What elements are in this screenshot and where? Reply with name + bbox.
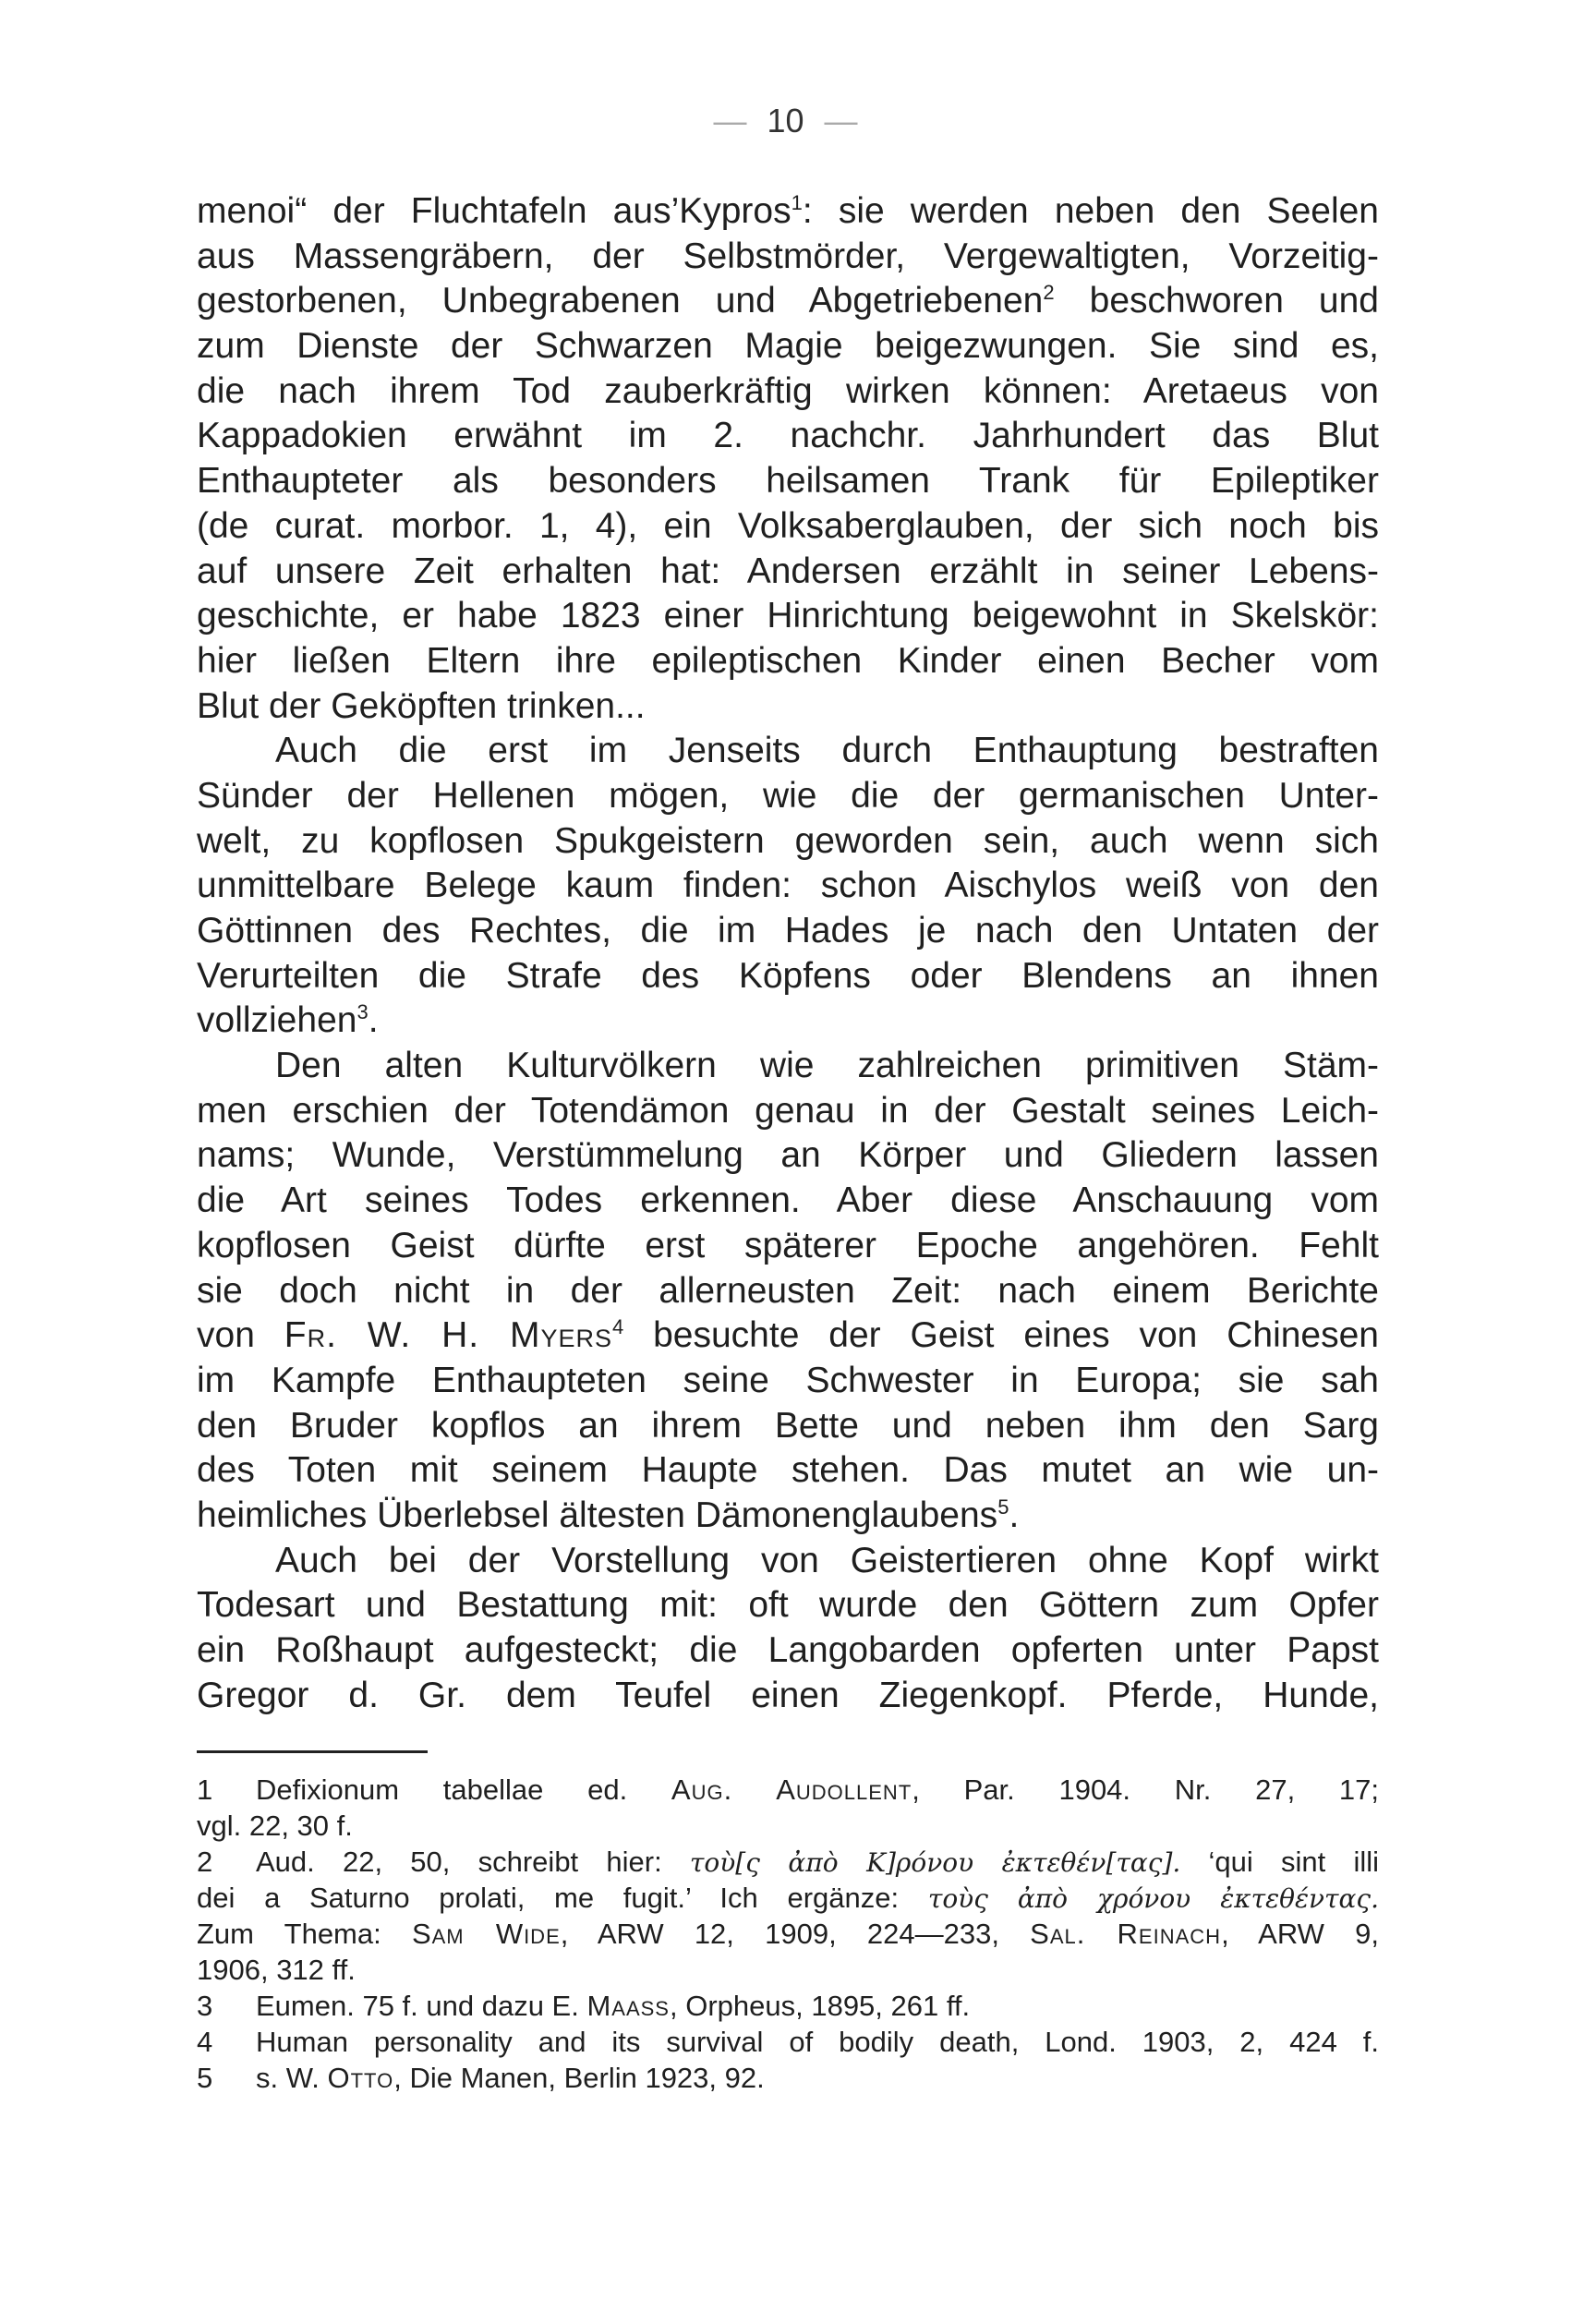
footnote-line: [197, 2060, 1379, 2096]
text-line: [197, 1313, 1379, 1359]
footnote-ref: 3: [356, 1000, 369, 1024]
text-line: [197, 279, 1379, 324]
footnote-author: Maass: [586, 1990, 670, 2022]
text-line: Den alten Kulturvölkern wie zahlreichen primitiven Stäm-: [275, 1046, 1379, 1086]
greek-quote: τοὺ[ς ἀπὸ Κ]ρόνου ἐκτεθέν[τας].: [689, 1847, 1181, 1878]
text-line: Göttinnen des Rechtes, die im Hades je nach den Untaten der: [197, 911, 1379, 950]
footnote-line: [197, 1952, 1379, 1988]
footnote-number: 3: [197, 1990, 213, 2022]
text-span: heimliches Überlebsel ältesten Dämonenglaubens: [197, 1495, 998, 1535]
text-span: gestorbenen, Unbegrabenen und Abgetriebenen: [197, 281, 1044, 321]
footnote-line: [197, 1808, 1379, 1844]
footnote-line: [197, 1844, 1379, 1880]
text-line: nams; Wunde, Verstümmelung an Körper und Gliedern lassen: [197, 1135, 1379, 1176]
text-line: geschichte, er habe 1823 einer Hinrichtung beigewohnt in Skelskör:: [197, 596, 1379, 636]
footnote-text: Zum Thema:: [197, 1918, 412, 1950]
footnote-text: Eumen. 75 f. und dazu E.: [256, 1990, 587, 2022]
page-number-dash-left: —: [713, 102, 747, 139]
footnote-author: Sam Wide: [411, 1918, 561, 1950]
text-line: im Kampfe Enthaupteten seine Schwester in Europa; sie sah: [197, 1360, 1379, 1400]
footnote-author: Otto: [327, 2062, 394, 2094]
footnote-text: , ARW 12, 1909, 224—233,: [560, 1918, 1031, 1950]
text-line: [197, 999, 1379, 1044]
footnote-text: ‘qui sint illi: [1180, 1846, 1380, 1878]
text-line: Enthaupteter als besonders heilsamen Trank für Epileptiker: [197, 461, 1379, 502]
footnote-text: Human personality and its survival of bodily death, Lond. 1903, 2, 424 f.: [256, 2026, 1379, 2058]
footnote-text: vgl. 22, 30 f.: [197, 1810, 353, 1842]
text-line: men erschien der Totendämon genau in der Gestalt seines Leich-: [197, 1090, 1379, 1131]
footnote-ref: 5: [997, 1495, 1009, 1519]
footnote-author: Aug. Audollent: [671, 1773, 912, 1806]
text-line: hier ließen Eltern ihre epileptischen Kinder einen Becher vom: [197, 640, 1379, 681]
greek-quote: τοὺς ἀπὸ χρόνου ἐκτεθέντας.: [927, 1883, 1379, 1914]
text-line: welt, zu kopflosen Spukgeistern geworden sein, auch wenn sich: [197, 820, 1379, 861]
text-line: Blut der Geköpften trinken...: [197, 685, 646, 726]
text-line: kopflosen Geist dürfte erst späterer Epoche angehören. Fehlt: [197, 1225, 1379, 1265]
text-line: Verurteilten die Strafe des Köpfens oder Blendens an ihnen: [197, 955, 1379, 996]
author-name: Fr. W. H. Myers: [284, 1315, 612, 1356]
text-line: den Bruder kopflos an ihrem Bette und neben ihm den Sarg: [197, 1405, 1379, 1446]
text-line: zum Dienste der Schwarzen Magie beigezwungen. Sie sind es,: [197, 326, 1379, 367]
text-line: die Art seines Todes erkennen. Aber diese Anschauung vom: [197, 1180, 1379, 1221]
text-line: Todesart und Bestattung mit: oft wurde den Göttern zum Opfer: [197, 1585, 1379, 1626]
page-number: [0, 102, 1571, 140]
footnote-line: [197, 1772, 1379, 1808]
footnote-text: , Die Manen, Berlin 1923, 92.: [393, 2062, 765, 2094]
footnote-author: Sal. Reinach: [1030, 1918, 1222, 1950]
text-line: (de curat. morbor. 1, 4), ein Volksaberglauben, der sich noch bis: [197, 505, 1379, 546]
footnotes: [197, 1772, 1379, 2096]
text-span: beschworen und: [1054, 281, 1379, 321]
text-span: .: [1009, 1495, 1020, 1535]
text-span: besuchte der Geist eines von Chinesen: [623, 1315, 1379, 1356]
text-line: Auch die erst im Jenseits durch Enthauptung bestraften: [275, 731, 1379, 771]
page-number-value: 10: [767, 102, 804, 139]
footnote-number: 2: [197, 1846, 213, 1878]
text-line: Kappadokien erwähnt im 2. nachchr. Jahrhundert das Blut: [197, 416, 1379, 456]
footnote-text: Aud. 22, 50, schreibt hier:: [256, 1846, 690, 1878]
footnote-line: [197, 1880, 1379, 1916]
text-line: unmittelbare Belege kaum finden: schon Aischylos weiß von den: [197, 865, 1379, 906]
text-span: : sie werden neben den Seelen: [802, 191, 1379, 231]
text-line: des Toten mit seinem Haupte stehen. Das mutet an wie un-: [197, 1450, 1379, 1491]
footnote-number: 1: [197, 1773, 213, 1806]
footnote-number: 5: [197, 2062, 213, 2094]
footnote-line: [197, 1916, 1379, 1952]
text-span: von: [197, 1315, 284, 1356]
footnote-rule: [197, 1750, 428, 1753]
footnote-text: Defixionum tabellae ed.: [256, 1773, 671, 1806]
text-line: [197, 189, 1379, 235]
footnote-line: [197, 1988, 1379, 2024]
text-line: sie doch nicht in der allerneusten Zeit: nach einem Berichte: [197, 1270, 1379, 1311]
footnote-ref: 1: [791, 191, 803, 214]
footnote-number: 4: [197, 2026, 213, 2058]
footnote-line: [197, 2024, 1379, 2060]
text-line: [197, 1494, 1379, 1539]
text-line: auf unsere Zeit erhalten hat: Andersen erzählt in seiner Lebens-: [197, 551, 1379, 591]
footnote-ref: 4: [612, 1315, 624, 1339]
text-line: Sünder der Hellenen mögen, wie die der germanischen Unter-: [197, 775, 1379, 816]
text-line: ein Roßhaupt aufgesteckt; die Langobarden opferten unter Papst: [197, 1630, 1379, 1670]
footnote-ref: 2: [1043, 281, 1055, 305]
text-line: die nach ihrem Tod zauberkräftig wirken können: Aretaeus von: [197, 370, 1379, 411]
footnote-text: , Par. 1904. Nr. 27, 17;: [912, 1773, 1380, 1806]
footnote-text: dei a Saturno prolati, me fugit.’ Ich ergänze:: [197, 1882, 928, 1914]
text-line: Auch bei der Vorstellung von Geistertieren ohne Kopf wirkt: [275, 1540, 1379, 1580]
text-span: vollziehen: [197, 1000, 357, 1041]
text-line: aus Massengräbern, der Selbstmörder, Vergewaltigten, Vorzeitig-: [197, 236, 1379, 276]
text-span: menoi“ der Fluchtafeln aus’Kypros: [197, 191, 792, 231]
main-text: [197, 189, 1379, 1718]
footnote-text: 1906, 312 ff.: [197, 1954, 356, 1986]
footnote-text: s. W.: [256, 2062, 328, 2094]
page-number-dash-right: —: [824, 102, 858, 139]
text-line: Gregor d. Gr. dem Teufel einen Ziegenkopf. Pferde, Hunde,: [197, 1675, 1379, 1715]
text-span: .: [368, 1000, 379, 1041]
footnote-text: , Orpheus, 1895, 261 ff.: [669, 1990, 971, 2022]
footnote-text: , ARW 9,: [1221, 1918, 1379, 1950]
